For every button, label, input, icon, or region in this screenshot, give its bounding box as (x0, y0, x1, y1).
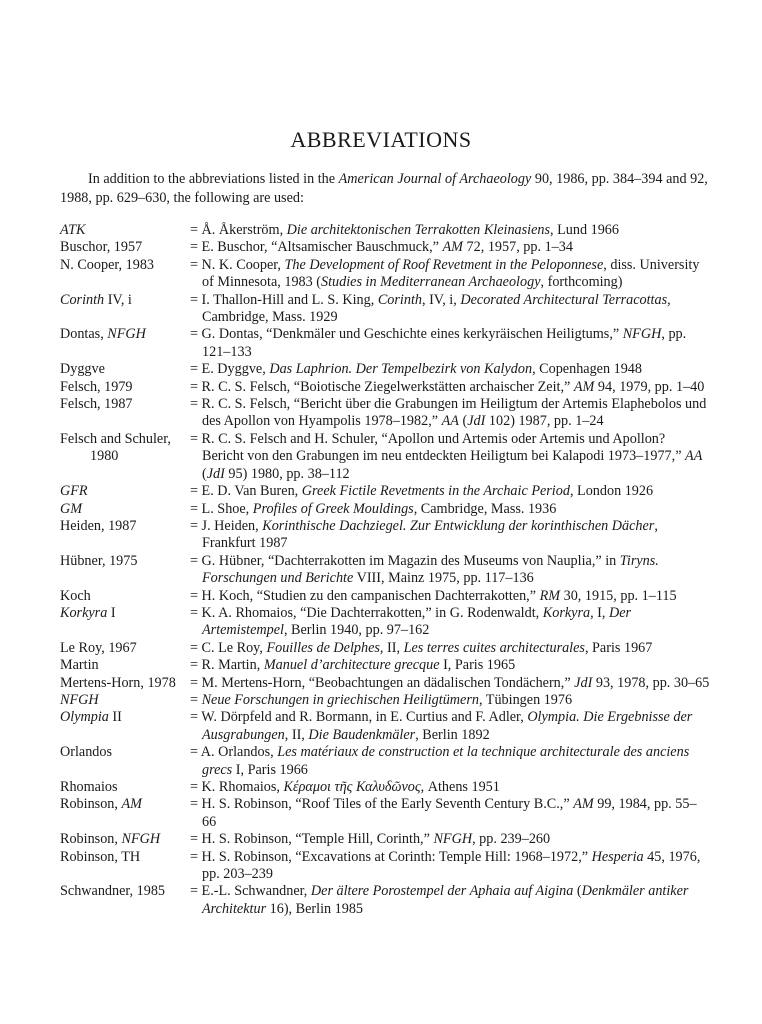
abbreviation-term (60, 553, 190, 570)
term-text: II (108, 709, 122, 726)
definition-text: AM (442, 239, 463, 256)
list-item (60, 361, 710, 378)
definition-text: = W. Dörpfeld and R. Bormann, in E. Curtius and F. Adler, (190, 709, 528, 726)
abbreviation-definition (190, 657, 710, 674)
term-text: Robinson, (60, 796, 122, 813)
abbreviation-term (60, 709, 190, 726)
definition-text: = Å. Åkerström, (190, 222, 287, 238)
definition-text: = I. Thallon-Hill and L. S. King, (190, 291, 378, 308)
abbreviation-term (60, 326, 190, 343)
term-text: Felsch, 1987 (60, 396, 133, 413)
definition-text: 102) 1987, pp. 1–24 (485, 413, 604, 430)
definition-text: Profiles of Greek Mouldings (252, 500, 414, 517)
definition-text: = (190, 691, 202, 708)
abbreviation-definition (190, 257, 710, 292)
term-text: Robinson, (60, 831, 122, 848)
term-text: Felsch and Schuler, (60, 430, 171, 447)
list-item (60, 779, 710, 796)
term-text: Orlandos (60, 744, 113, 761)
abbreviation-term (60, 831, 190, 848)
abbreviation-definition (190, 396, 710, 431)
page-title: ABBREVIATIONS (290, 127, 472, 152)
definition-text: , Cambridge, Mass. 1936 (413, 500, 557, 517)
definition-text: I, Paris 1965 (439, 657, 516, 674)
abbreviation-definition (190, 518, 710, 553)
abbreviation-term (60, 675, 190, 692)
abbreviation-definition (190, 779, 710, 796)
definition-text: Die architektonischen Terrakotten Kleinasiens (286, 222, 551, 238)
abbreviation-term (60, 483, 190, 500)
list-item (60, 518, 710, 553)
abbreviation-definition (190, 709, 710, 744)
definition-text: AA (685, 448, 703, 465)
definition-text: Korinthische Dachziegel. Zur Entwicklung der korinthischen Dächer (262, 517, 655, 534)
term-text: GFR (60, 483, 88, 500)
definition-text: , Lund 1966 (550, 222, 619, 238)
definition-text: = E. D. Van Buren, (190, 483, 302, 500)
definition-text: Der ältere Porostempel der Aphaia auf Aigina (310, 883, 574, 900)
term-text: Robinson, TH (60, 848, 141, 865)
abbreviation-term (60, 692, 190, 709)
definition-text: , pp. 121–133 (202, 326, 687, 360)
term-text: Korkyra (60, 604, 108, 621)
intro-text-1: In addition to the abbreviations listed in the (88, 171, 339, 187)
term-text: Dontas, (60, 326, 108, 343)
definition-text: , I, (590, 604, 609, 621)
abbreviation-term (60, 501, 190, 518)
definition-text: The Development of Roof Revetment in the Peloponnese (284, 256, 604, 273)
term-text: GM (60, 500, 83, 517)
definition-text: = K. Rhomaios, (190, 779, 284, 795)
definition-text: Die Baudenkmäler (308, 726, 416, 743)
definition-text: = C. Le Roy, (190, 639, 267, 656)
definition-text: 30, 1915, pp. 1–115 (560, 587, 677, 604)
list-item (60, 831, 710, 848)
abbreviation-term (60, 588, 190, 605)
abbreviation-definition (190, 222, 710, 239)
definition-text: Studies in Mediterranean Archaeology (321, 274, 541, 291)
term-text: Le Roy, 1967 (60, 639, 137, 656)
definition-text: Les terres cuites architecturales (403, 639, 585, 656)
list-item (60, 239, 710, 256)
abbreviation-term (60, 257, 190, 274)
abbreviation-term (60, 292, 190, 309)
term-text: NFGH (60, 691, 99, 708)
list-item (60, 744, 710, 779)
definition-text: Decorated Architectural Terracottas (460, 291, 668, 308)
term-text: N. Cooper, 1983 (60, 256, 155, 273)
list-item (60, 605, 710, 640)
definition-text: 94, 1979, pp. 1–40 (594, 378, 705, 395)
list-item (60, 483, 710, 500)
abbreviation-term (60, 222, 190, 239)
abbreviation-definition (190, 553, 710, 588)
term-text: NFGH (121, 831, 161, 848)
abbreviation-term (60, 883, 190, 900)
abbreviation-term (60, 239, 190, 256)
abbreviation-definition (190, 605, 710, 640)
term-text-continued: 1980 (90, 448, 119, 465)
abbreviation-term (60, 518, 190, 535)
list-item (60, 257, 710, 292)
abbreviation-definition (190, 326, 710, 361)
definition-text: Der Artemistempel (202, 604, 632, 639)
term-text: AM (121, 796, 142, 813)
list-item (60, 657, 710, 674)
list-item (60, 396, 710, 431)
definition-text: AA (441, 413, 459, 430)
definition-text: Neue Forschungen in griechischen Heiligtümern (201, 691, 479, 708)
definition-text: JdI (206, 465, 225, 482)
list-item (60, 796, 710, 831)
definition-text: Κέραμοι τῆς Καλυδῶνος (283, 779, 421, 795)
intro-paragraph (60, 170, 710, 208)
definition-text: 16), Berlin 1985 (266, 900, 364, 917)
list-item (60, 883, 710, 918)
list-item (60, 553, 710, 588)
term-text: NFGH (107, 326, 146, 343)
abbreviation-definition (190, 831, 710, 848)
list-item (60, 709, 710, 744)
definition-text: 95) 1980, pp. 38–112 (224, 465, 350, 482)
abbreviation-definition (190, 640, 710, 657)
abbreviations-list (60, 222, 710, 918)
abbreviation-term (60, 657, 190, 674)
definition-text: = R. C. S. Felsch, “Bericht über die Grabungen im Heiligtum der Artemis Elaphebolos und des Apollon von Hyampolis 1978–1982,” (190, 396, 707, 430)
term-text: Olympia (60, 709, 109, 726)
abbreviation-definition (190, 849, 710, 884)
definition-text: = R. C. S. Felsch and H. Schuler, “Apollon und Artemis oder Artemis und Apollon? Bericht von den Grabungen im neu entdeckten Heiligtum bei Kalapodi 1973–1977,” (190, 430, 686, 465)
list-item (60, 222, 710, 239)
definition-text: Korkyra (542, 604, 591, 621)
definition-text: 99, 1984, pp. 55–66 (202, 796, 697, 830)
list-item (60, 431, 710, 483)
definition-text: , Berlin 1892 (415, 726, 490, 743)
definition-text: 45, 1976, pp. 203–239 (202, 848, 701, 883)
definition-text: , Frankfurt 1987 (202, 517, 658, 552)
definition-text: Olympia. Die Ergebnisse der Ausgrabungen (202, 709, 693, 743)
definition-text: NFGH (622, 326, 662, 343)
abbreviation-term (60, 605, 190, 622)
definition-text: 93, 1978, pp. 30–65 (592, 674, 710, 691)
definition-text: , London 1926 (569, 483, 654, 500)
definition-text: , Copenhagen 1948 (532, 361, 642, 378)
definition-text: 72, 1957, pp. 1–34 (463, 239, 573, 256)
definition-text: ( (202, 465, 207, 482)
term-text: Schwandner, 1985 (60, 883, 166, 900)
definition-text: , Berlin 1940, pp. 97–162 (283, 622, 430, 639)
definition-text: = R. C. S. Felsch, “Boiotische Ziegelwerkstätten archaischer Zeit,” (190, 378, 574, 395)
definition-text: , Cambridge, Mass. 1929 (202, 291, 671, 326)
list-item (60, 588, 710, 605)
term-text: IV, i (104, 291, 132, 308)
abbreviation-definition (190, 292, 710, 327)
intro-text-2: 90, 1986, pp. 384–394 and 92, 1988, pp. 629–630, the following are used: (60, 171, 708, 206)
definition-text: = E. Dyggve, (190, 361, 270, 378)
definition-text: Denkmäler antiker Architektur (202, 883, 689, 917)
definition-text: VIII, Mainz 1975, pp. 117–136 (353, 570, 534, 587)
abbreviation-definition (190, 379, 710, 396)
definition-text: = A. Orlandos, (190, 744, 278, 761)
definition-text: ( (458, 413, 468, 430)
definition-text: Hesperia (591, 848, 644, 865)
definition-text: = E.-L. Schwandner, (190, 883, 311, 900)
abbreviation-definition (190, 796, 710, 831)
list-item (60, 640, 710, 657)
definition-text: = L. Shoe, (190, 500, 253, 517)
abbreviation-term (60, 849, 190, 866)
term-text: Dyggve (60, 361, 105, 378)
list-item (60, 675, 710, 692)
definition-text: I, Paris 1966 (232, 761, 308, 778)
definition-text: = G. Hübner, “Dachterrakotten im Magazin des Museums von Nauplia,” in (190, 552, 620, 569)
term-text: Hübner, 1975 (60, 552, 138, 569)
definition-text: , Athens 1951 (420, 779, 500, 795)
definition-text: , diss. University of Minnesota, 1983 ( (202, 256, 700, 291)
definition-text: = J. Heiden, (190, 517, 263, 534)
definition-text: JdI (574, 674, 593, 691)
definition-text: = H. S. Robinson, “Excavations at Corinth: Temple Hill: 1968–1972,” (190, 848, 592, 865)
abbreviation-definition (190, 744, 710, 779)
definition-text: Corinth (377, 291, 422, 308)
definition-text: RM (539, 587, 561, 604)
definition-text: , Paris 1967 (584, 639, 653, 656)
term-text: Buschor, 1957 (60, 239, 143, 256)
definition-text: , IV, i, (421, 291, 461, 308)
definition-text: = R. Martin, (190, 657, 264, 674)
definition-text: Les matériaux de construction et la technique architecturale des anciens grecs (202, 744, 690, 778)
abbreviation-definition (190, 501, 710, 518)
abbreviation-term (60, 744, 190, 761)
abbreviation-term (60, 379, 190, 396)
definition-text: = H. Koch, “Studien zu den campanischen Dachterrakotten,” (190, 587, 540, 604)
term-text: Rhomaios (60, 779, 118, 795)
definition-text: , II, (284, 726, 309, 743)
definition-text: , II, (379, 639, 404, 656)
definition-text: , Tübingen 1976 (478, 691, 573, 708)
term-text: ATK (60, 222, 86, 238)
definition-text: Tiryns. Forschungen und Berichte (202, 552, 659, 587)
definition-text: = H. S. Robinson, “Temple Hill, Corinth,” (190, 831, 434, 848)
abbreviation-definition (190, 483, 710, 500)
abbreviation-term (60, 640, 190, 657)
intro-journal: American Journal of Archaeology (338, 171, 532, 187)
definition-text: Das Laphrion. Der Tempelbezirk von Kalydon (269, 361, 533, 378)
abbreviation-definition (190, 675, 710, 692)
abbreviation-term (60, 396, 190, 413)
abbreviation-term (60, 779, 190, 796)
definition-text: Fouilles de Delphes (266, 639, 380, 656)
list-item (60, 379, 710, 396)
list-item (60, 501, 710, 518)
list-item (60, 292, 710, 327)
abbreviation-term (60, 361, 190, 378)
definition-text: = E. Buschor, “Altsamischer Bauschmuck,” (190, 239, 443, 256)
term-text: Koch (60, 587, 91, 604)
definition-text: NFGH (433, 831, 473, 848)
definition-text: ( (573, 883, 582, 900)
term-text: I (107, 604, 116, 621)
definition-text: = H. S. Robinson, “Roof Tiles of the Early Seventh Century B.C.,” (190, 796, 574, 813)
definition-text: AM (573, 796, 594, 813)
abbreviation-definition (190, 883, 710, 918)
definition-text: AM (573, 378, 595, 395)
term-text: Martin (60, 657, 99, 674)
definition-text: , pp. 239–260 (472, 831, 551, 848)
definition-text: JdI (467, 413, 486, 430)
abbreviation-definition (190, 361, 710, 378)
term-text: Corinth (60, 291, 105, 308)
abbreviation-definition (190, 239, 710, 256)
list-item (60, 326, 710, 361)
definition-text: = M. Mertens-Horn, “Beobachtungen an dädalischen Tondächern,” (190, 674, 575, 691)
definition-text: Greek Fictile Revetments in the Archaic Period (301, 483, 570, 500)
term-text: Heiden, 1987 (60, 517, 137, 534)
definition-text: , forthcoming) (540, 274, 623, 291)
term-text: Mertens-Horn, 1978 (60, 674, 176, 691)
abbreviation-definition (190, 692, 710, 709)
definition-text: = K. A. Rhomaios, “Die Dachterrakotten,” in G. Rodenwaldt, (190, 604, 543, 621)
definition-text: Manuel d’architecture grecque (263, 657, 440, 674)
term-text: Felsch, 1979 (60, 378, 133, 395)
abbreviation-definition (190, 431, 710, 483)
abbreviation-term (60, 796, 190, 813)
definition-text: = N. K. Cooper, (190, 256, 285, 273)
definition-text: = G. Dontas, “Denkmäler und Geschichte eines kerkyräischen Heiligtums,” (190, 326, 623, 343)
list-item (60, 849, 710, 884)
list-item (60, 692, 710, 709)
abbreviation-term (60, 431, 190, 466)
abbreviation-definition (190, 588, 710, 605)
